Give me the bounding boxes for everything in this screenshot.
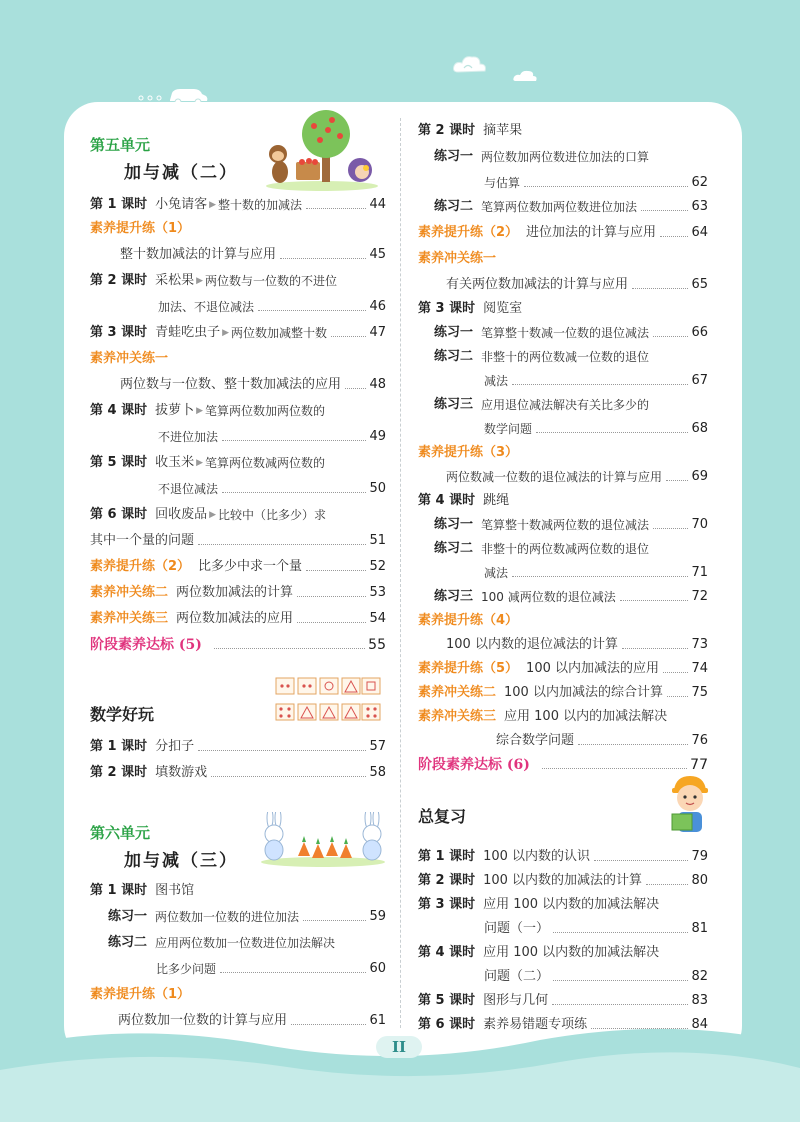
fun-section-title: 数学好玩 [90, 705, 155, 724]
list-item[interactable]: 比多少问题 60 [156, 961, 386, 976]
unit5-name: 加与减（二） [124, 163, 238, 183]
list-item[interactable]: 第 2 课时 100 以内数的加减法的计算 80 [418, 873, 708, 888]
list-item[interactable]: 素养提升练（5） 100 以内加减法的应用 74 [418, 661, 708, 676]
list-item[interactable]: 素养冲关练一 [90, 351, 169, 366]
list-item[interactable]: 第 1 课时 图书馆 [90, 883, 195, 898]
rabbits-carrots-illustration [258, 812, 388, 868]
list-item[interactable]: 减法 67 [484, 373, 708, 388]
list-item[interactable]: 第 6 课时 素养易错题专项练 84 [418, 1017, 708, 1032]
boy-reading-illustration [664, 772, 714, 838]
list-item[interactable]: 练习一 笔算整十数减两位数的退位减法 70 [434, 517, 708, 532]
list-item[interactable]: 第 3 课时 应用 100 以内数的加减法解决 [418, 897, 660, 912]
list-item[interactable]: 第 2 课时 摘苹果 [418, 123, 523, 138]
cloud-icon [452, 52, 488, 78]
arrow-icon: ▶ [196, 458, 204, 468]
list-item[interactable]: 整十数加减法的计算与应用 45 [120, 247, 386, 262]
cloud-icon [512, 68, 538, 84]
list-item[interactable]: 第 2 课时 采松果 ▶ 两位数与一位数的不进位 [90, 273, 338, 288]
list-item[interactable]: 练习二 笔算两位数加两位数进位加法 63 [434, 199, 708, 214]
unit5-label: 第五单元 [90, 136, 151, 154]
arrow-icon: ▶ [196, 276, 204, 286]
list-item[interactable]: 素养冲关练三 两位数加减法的应用 54 [90, 611, 386, 626]
arrow-icon: ▶ [196, 406, 204, 416]
list-item[interactable]: 素养冲关练一 [418, 251, 497, 266]
list-item[interactable]: 不进位加法 49 [158, 429, 386, 444]
list-item[interactable]: 其中一个量的问题 51 [90, 533, 386, 548]
list-item[interactable]: 问题（一） 81 [484, 921, 708, 936]
review-section-title: 总复习 [418, 807, 467, 826]
list-item[interactable]: 问题（二） 82 [484, 969, 708, 984]
list-item[interactable]: 阶段素养达标 (5) 55 [90, 637, 386, 653]
list-item[interactable]: 综合数学问题 76 [496, 733, 708, 748]
list-item[interactable]: 第 3 课时 青蛙吃虫子 ▶ 两位数加减整十数 47 [90, 325, 386, 340]
list-item[interactable]: 两位数减一位数的退位减法的计算与应用 69 [446, 469, 708, 484]
list-item[interactable]: 第 1 课时 小兔请客 ▶ 整十数的加减法 44 [90, 197, 386, 212]
unit6-label: 第六单元 [90, 824, 151, 842]
list-item[interactable]: 素养提升练（4） [418, 613, 519, 628]
arrow-icon: ▶ [209, 200, 217, 210]
list-item[interactable]: 两位数与一位数、整十数加减法的应用 48 [120, 377, 386, 392]
list-item[interactable]: 练习一 两位数加两位数进位加法的口算 [434, 149, 650, 164]
list-item[interactable]: 加法、不退位减法 46 [158, 299, 386, 314]
list-item[interactable]: 第 4 课时 拔萝卜 ▶ 笔算两位数加两位数的 [90, 403, 326, 418]
list-item[interactable]: 素养提升练（1） [90, 221, 191, 236]
list-item[interactable]: 不退位减法 50 [158, 481, 386, 496]
list-item[interactable]: 减法 71 [484, 565, 708, 580]
list-item[interactable]: 第 5 课时 收玉米 ▶ 笔算两位数减两位数的 [90, 455, 326, 470]
list-item[interactable]: 与估算 62 [484, 175, 708, 190]
list-item[interactable]: 第 1 课时 100 以内数的认识 79 [418, 849, 708, 864]
road-dots-icon [138, 94, 164, 102]
list-item[interactable]: 数学问题 68 [484, 421, 708, 436]
list-item[interactable]: 素养提升练（2） 进位加法的计算与应用 64 [418, 225, 708, 240]
list-item[interactable]: 练习一 两位数加一位数的进位加法 59 [108, 909, 386, 924]
list-item[interactable]: 素养提升练（1） [90, 987, 191, 1002]
unit6-name: 加与减（三） [124, 851, 238, 871]
list-item[interactable]: 练习二 非整十的两位数减两位数的退位 [434, 541, 650, 556]
list-item[interactable]: 练习二 应用两位数加一位数进位加法解决 [108, 935, 336, 950]
list-item[interactable]: 素养冲关练二 100 以内加减法的综合计算 75 [418, 685, 708, 700]
column-divider [400, 118, 401, 1028]
tree-animals-illustration [262, 108, 382, 192]
shapes-puzzle-illustration [274, 676, 382, 724]
arrow-icon: ▶ [222, 328, 230, 338]
arrow-icon: ▶ [209, 510, 217, 520]
page-number: II [376, 1036, 422, 1058]
list-item[interactable]: 100 以内数的退位减法的计算 73 [446, 637, 708, 652]
list-item[interactable]: 练习二 非整十的两位数减一位数的退位 [434, 349, 650, 364]
list-item[interactable]: 素养冲关练二 两位数加减法的计算 53 [90, 585, 386, 600]
list-item[interactable]: 有关两位数加减法的计算与应用 65 [446, 277, 708, 292]
list-item[interactable]: 第 4 课时 跳绳 [418, 493, 510, 508]
list-item[interactable]: 第 4 课时 应用 100 以内数的加减法解决 [418, 945, 660, 960]
list-item[interactable]: 第 1 课时 分扣子 57 [90, 739, 386, 754]
list-item[interactable]: 素养冲关练三 应用 100 以内的加减法解决 [418, 709, 668, 724]
list-item[interactable]: 练习三 100 减两位数的退位减法 72 [434, 589, 708, 604]
list-item[interactable]: 两位数加一位数的计算与应用 61 [118, 1013, 386, 1028]
list-item[interactable]: 素养提升练（3） [418, 445, 519, 460]
list-item[interactable]: 阶段素养达标 (6) 77 [418, 757, 708, 773]
list-item[interactable]: 第 6 课时 回收废品 ▶ 比较中（比多少）求 [90, 507, 327, 522]
list-item[interactable]: 素养提升练（2） 比多少中求一个量 52 [90, 559, 386, 574]
list-item[interactable]: 练习三 应用退位减法解决有关比多少的 [434, 397, 650, 412]
list-item[interactable]: 第 5 课时 图形与几何 83 [418, 993, 708, 1008]
list-item[interactable]: 第 3 课时 阅览室 [418, 301, 523, 316]
list-item[interactable]: 练习一 笔算整十数减一位数的退位减法 66 [434, 325, 708, 340]
list-item[interactable]: 第 2 课时 填数游戏 58 [90, 765, 386, 780]
